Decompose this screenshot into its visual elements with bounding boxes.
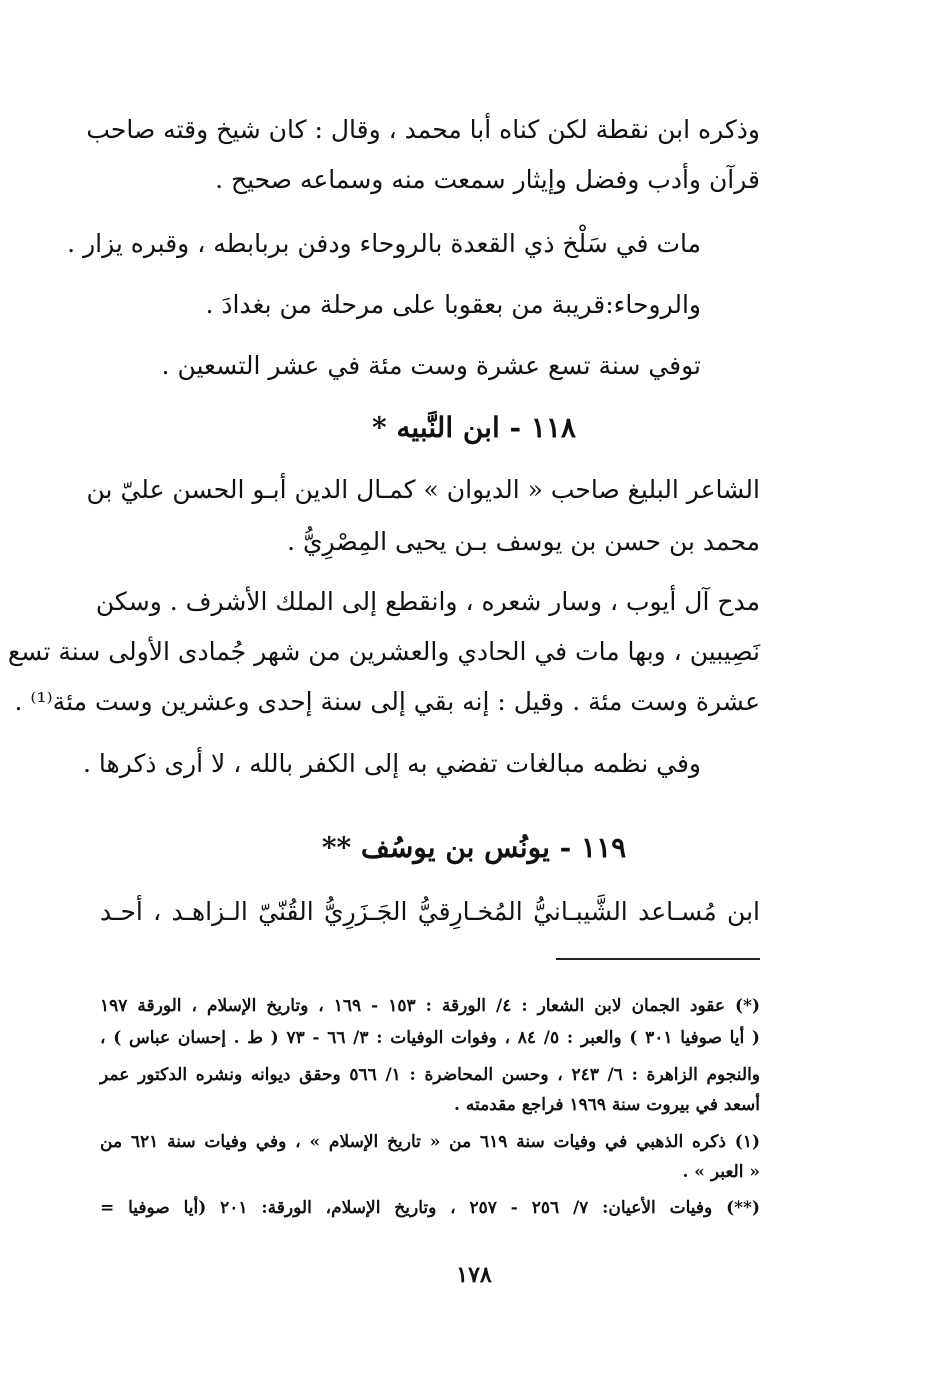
entry-heading-119: ١١٩ - يونُس بن يوسُف ** bbox=[321, 831, 627, 864]
entry-line: مدح آل أيوب ، وسار شعره ، وانقطع إلى الملك الأشرف . وسكن bbox=[95, 587, 760, 616]
body-line: توفي سنة تسع عشرة وست مئة في عشر التسعين . bbox=[161, 351, 701, 380]
entry-line: عشرة وست مئة . وقيل : إنه بقي إلى سنة إحدى وعشرين وست مئة⁽¹⁾ . bbox=[14, 687, 760, 716]
footnote-line: (*) عقود الجمان لابن الشعار : ٤/ الورقة : ١٥٣ - ١٦٩ ، وتاريخ الإسلام ، الورقة ١٩٧ bbox=[100, 996, 760, 1016]
page-number: ١٧٨ bbox=[456, 1262, 492, 1288]
footnote-line: ( أيا صوفيا ٣٠١ ) والعبر : ٥/ ٨٤ ، وفوات الوفيات : ٣/ ٦٦ - ٧٣ ( ط . إحسان عباس ) ، bbox=[100, 1028, 760, 1048]
entry-line: وفي نظمه مبالغات تفضي به إلى الكفر بالله ، لا أرى ذكرها . bbox=[83, 749, 701, 778]
footnote-line: « العبر » . bbox=[682, 1162, 760, 1182]
body-line: والروحاء:قريبة من بعقوبا على مرحلة من بغدادَ . bbox=[205, 290, 701, 319]
entry-heading-118: ١١٨ - ابن النَّبيه * bbox=[372, 411, 576, 444]
entry-line: الشاعر البليغ صاحب « الديوان » كمـال الدين أبـو الحسن عليّ بن bbox=[86, 475, 760, 504]
footnote-line: (**) وفيات الأعيان: ٧/ ٢٥٦ - ٢٥٧ ، وتاريخ الإسلام، الورقة: ٢٠١ (أيا صوفيا = bbox=[100, 1198, 760, 1218]
body-line: وذكره ابن نقطة لكن كناه أبا محمد ، وقال : كان شيخ وقته صاحب bbox=[86, 115, 760, 144]
footnote-line: (١) ذكره الذهبي في وفيات سنة ٦١٩ من « تاريخ الإسلام » ، وفي وفيات سنة ٦٢١ من bbox=[100, 1132, 761, 1152]
body-line: قرآن وأدب وفضل وإيثار سمعت منه وسماعه صحيح . bbox=[215, 165, 760, 194]
entry-line: ابن مُسـاعد الشَّيبـانيُّ المُخـارِقيُّ الجَـزَرِيُّ القُنّيّ الـزاهـد ، أحـد bbox=[100, 897, 760, 926]
footnote-line: أسعد في بيروت سنة ١٩٦٩ فراجع مقدمته . bbox=[454, 1095, 760, 1115]
body-line: مات في سَلْخ ذي القعدة بالروحاء ودفن بربابطه ، وقبره يزار . bbox=[67, 229, 701, 258]
entry-line: محمد بن حسن بن يوسف بـن يحيى المِصْرِيُّ . bbox=[287, 527, 760, 556]
footnote-line: والنجوم الزاهرة : ٦/ ٢٤٣ ، وحسن المحاضرة : ١/ ٥٦٦ وحقق ديوانه ونشره الدكتور عمر bbox=[100, 1065, 760, 1085]
footnote-separator bbox=[556, 958, 760, 960]
entry-line: نَصِيبين ، وبها مات في الحادي والعشرين من شهر جُمادى الأولى سنة تسع bbox=[7, 637, 760, 666]
